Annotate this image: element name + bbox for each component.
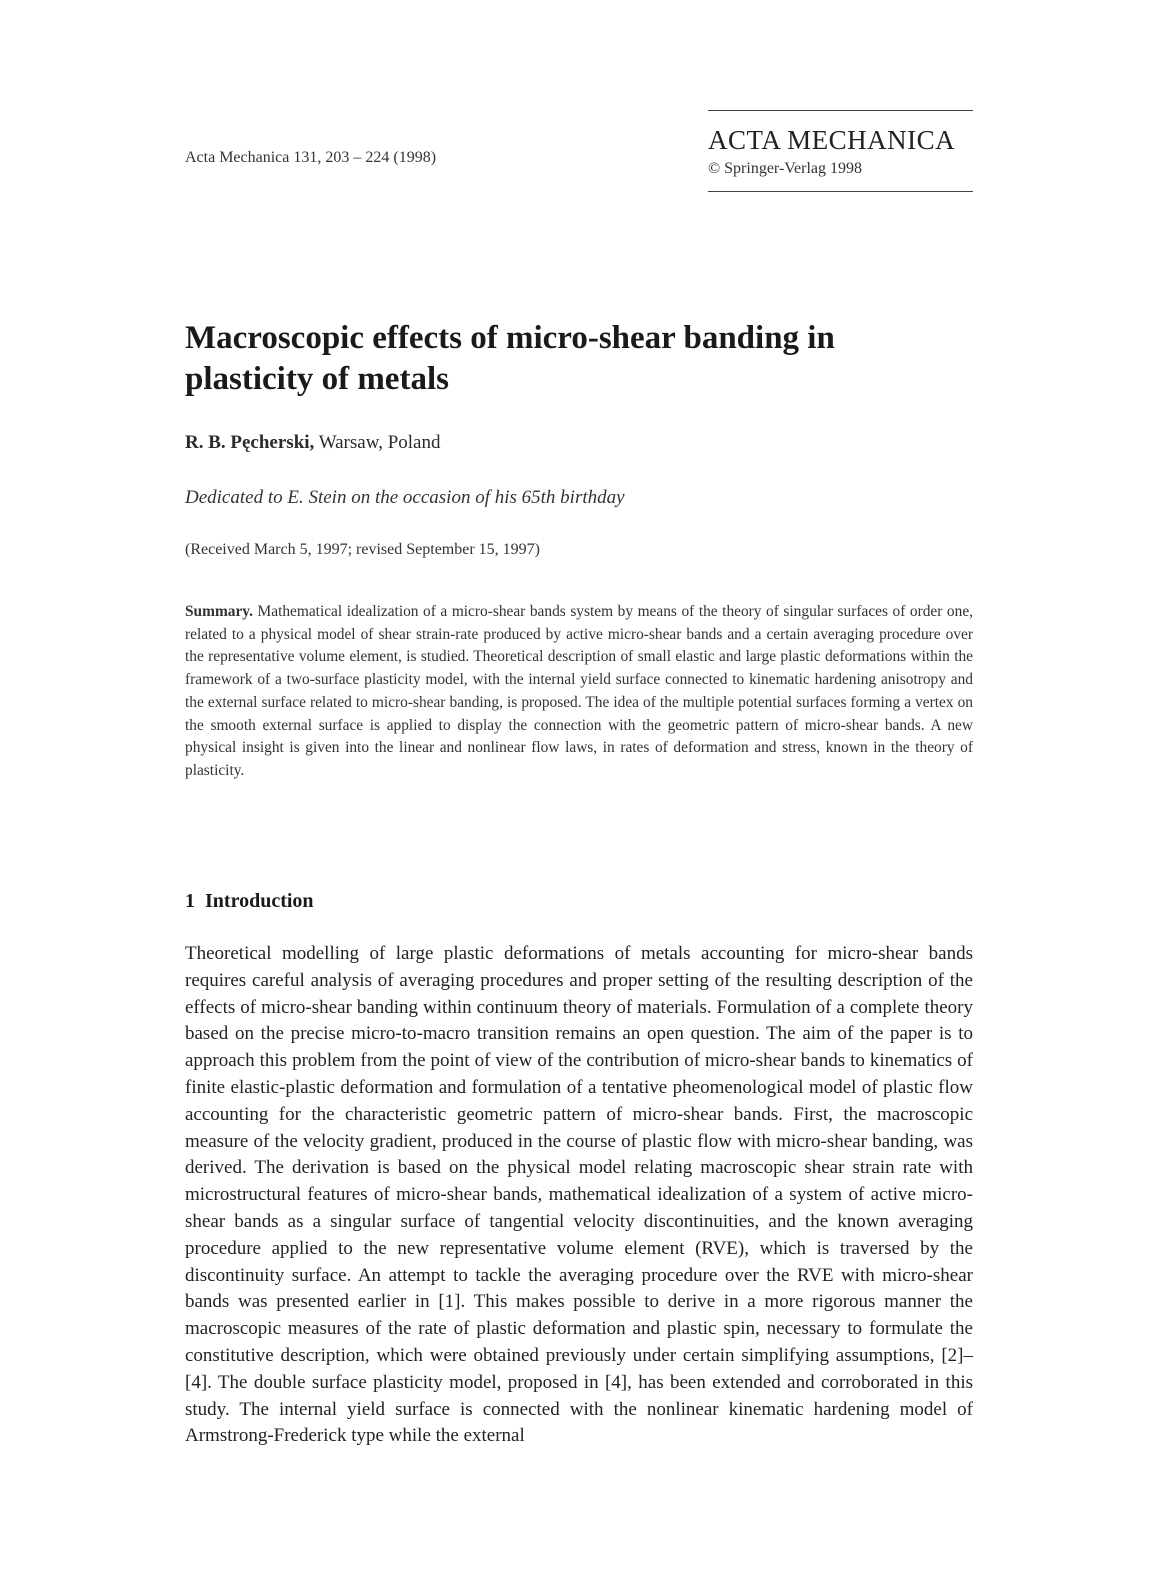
publisher-copyright: © Springer-Verlag 1998 bbox=[708, 160, 863, 177]
author-name: R. B. Pęcherski, bbox=[185, 432, 315, 453]
received-dates: (Received March 5, 1997; revised September 15, 1997) bbox=[185, 541, 541, 558]
dedication: Dedicated to E. Stein on the occasion of his 65th birthday bbox=[185, 487, 625, 508]
author-line bbox=[185, 432, 440, 454]
masthead-top-rule bbox=[708, 110, 973, 111]
author-location: Warsaw, Poland bbox=[314, 432, 441, 453]
introduction-paragraph: Theoretical modelling of large plastic deformations of metals accounting for micro-shear bands requires careful analysis of averaging procedures and proper setting of the resulting description of the effects of micro-shear banding within continuum theory of materials. Formulation of a complete theory based on the precise micro-to-macro transition remains an open question. The aim of the paper is to approach this problem from the point of view of the contribution of micro-shear bands to kinematics of finite elastic-plastic deformation and formulation of a tentative pheomenological model of plastic flow accounting for the characteristic geometric pattern of micro-shear bands. First, the macroscopic measure of the velocity gradient, produced in the course of plastic flow with micro-shear banding, was derived. The derivation is based on the physical model relating macroscopic shear strain rate with microstructural features of micro-shear bands, mathematical idealization of a system of active micro-shear bands as a singular surface of tangential velocity discontinuities, and the known averaging procedure applied to the new representative volume element (RVE), which is traversed by the discontinuity surface. An attempt to tackle the averaging procedure over the RVE with micro-shear bands was presented earlier in [1]. This makes possible to derive in a more rigorous manner the macroscopic measures of the rate of plastic deformation and plastic spin, necessary to formulate the constitutive description, which were obtained previously under certain simplifying assumptions, [2]–[4]. The double surface plasticity model, proposed in [4], has been extended and corroborated in this study. The internal yield surface is connected with the nonlinear kinematic hardening model of Armstrong-Frederick type while the external bbox=[185, 943, 973, 1447]
section-heading-introduction bbox=[185, 890, 314, 913]
summary-abstract bbox=[185, 601, 973, 783]
journal-name: ACTA MECHANICA bbox=[708, 125, 956, 155]
section-number: 1 bbox=[185, 890, 195, 912]
summary-label: Summary. bbox=[185, 603, 253, 620]
masthead-bottom-rule bbox=[708, 191, 973, 192]
article-title: Macroscopic effects of micro-shear banding in plasticity of metals bbox=[185, 320, 835, 397]
section-title: Introduction bbox=[205, 890, 314, 912]
journal-citation: Acta Mechanica 131, 203 – 224 (1998) bbox=[185, 149, 437, 166]
journal-masthead bbox=[708, 110, 973, 192]
summary-text: Mathematical idealization of a micro-shear bands system by means of the theory of singular surfaces of order one, related to a physical model of shear strain-rate produced by active micro-shear bands and a certain averaging procedure over the representative volume element, is studied. Theoretical description of small elastic and large plastic deformations within the framework of a two-surface plasticity model, with the internal yield surface connected to kinematic hardening anisotropy and the external surface related to micro-shear banding, is proposed. The idea of the multiple potential surfaces forming a vertex on the smooth external surface is applied to display the connection with the geometric pattern of micro-shear bands. A new physical insight is given into the linear and nonlinear flow laws, in rates of deformation and stress, known in the theory of plasticity. bbox=[185, 603, 973, 779]
